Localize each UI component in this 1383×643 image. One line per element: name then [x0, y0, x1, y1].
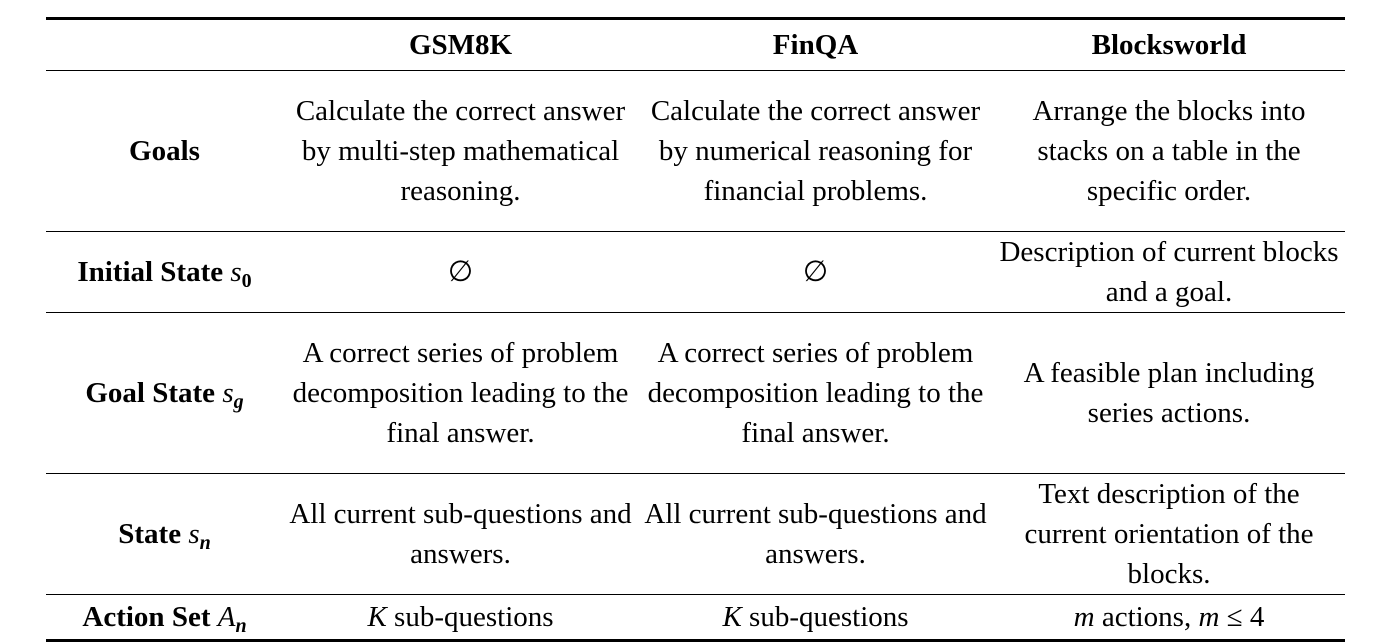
table-row-goal-state [46, 313, 1345, 474]
cell-initial-finqa: ∅ [638, 232, 993, 313]
cell-goalstate-blocksworld: A feasible plan including series actions. [993, 313, 1345, 474]
row-label-action-set [46, 595, 283, 641]
math-relation: ≤ [1219, 601, 1250, 633]
table-row-action-set [46, 595, 1345, 641]
header-blocksworld: Blocksworld [993, 19, 1345, 71]
header-finqa: FinQA [638, 19, 993, 71]
math-var: K [367, 601, 387, 633]
row-label-text: Goals [129, 135, 200, 167]
cell-initial-blocksworld: Description of current blocks and a goal. [993, 232, 1345, 313]
math-number: 4 [1249, 601, 1265, 633]
row-label-text: State [118, 518, 182, 550]
header-gsm8k: GSM8K [283, 19, 638, 71]
header-empty [46, 19, 283, 71]
table-row-initial-state [46, 232, 1345, 313]
cell-state-gsm8k: All current sub-questions and answers. [283, 474, 638, 595]
row-label-initial-state [46, 232, 283, 313]
comparison-table-container [46, 17, 1345, 642]
math-var: s [188, 518, 200, 550]
row-label-state [46, 474, 283, 595]
cell-text: actions, [1094, 601, 1199, 633]
math-var: m [1073, 601, 1095, 633]
cell-state-finqa: All current sub-questions and answers. [638, 474, 993, 595]
math-var: A [217, 601, 236, 633]
cell-goalstate-gsm8k: A correct series of problem decomposition leading to the final answer. [283, 313, 638, 474]
math-subscript: n [199, 532, 211, 554]
math-var: K [722, 601, 742, 633]
row-label-text: Goal State [85, 377, 216, 409]
table-row-goals [46, 71, 1345, 232]
cell-goals-finqa: Calculate the correct answer by numerical reasoning for financial problems. [638, 71, 993, 232]
header-row [46, 19, 1345, 71]
math-var: s [230, 256, 242, 288]
cell-action-finqa [638, 595, 993, 641]
cell-action-blocksworld [993, 595, 1345, 641]
cell-goalstate-finqa: A correct series of problem decomposition leading to the final answer. [638, 313, 993, 474]
cell-action-gsm8k [283, 595, 638, 641]
cell-goals-gsm8k: Calculate the correct answer by multi-step mathematical reasoning. [283, 71, 638, 232]
table-row-state [46, 474, 1345, 595]
row-label-goal-state [46, 313, 283, 474]
row-label-text: Action Set [82, 601, 211, 633]
math-subscript: n [235, 615, 247, 637]
cell-text: sub-questions [741, 601, 909, 633]
cell-state-blocksworld: Text description of the current orientation of the blocks. [993, 474, 1345, 595]
cell-initial-gsm8k: ∅ [283, 232, 638, 313]
cell-goals-blocksworld: Arrange the blocks into stacks on a table in the specific order. [993, 71, 1345, 232]
math-var: m [1198, 601, 1220, 633]
comparison-table [46, 17, 1345, 642]
math-subscript: 0 [241, 270, 252, 292]
row-label-text: Initial State [77, 256, 224, 288]
math-subscript: g [233, 391, 244, 413]
cell-text: sub-questions [386, 601, 554, 633]
row-label-goals [46, 71, 283, 232]
math-var: s [222, 377, 234, 409]
